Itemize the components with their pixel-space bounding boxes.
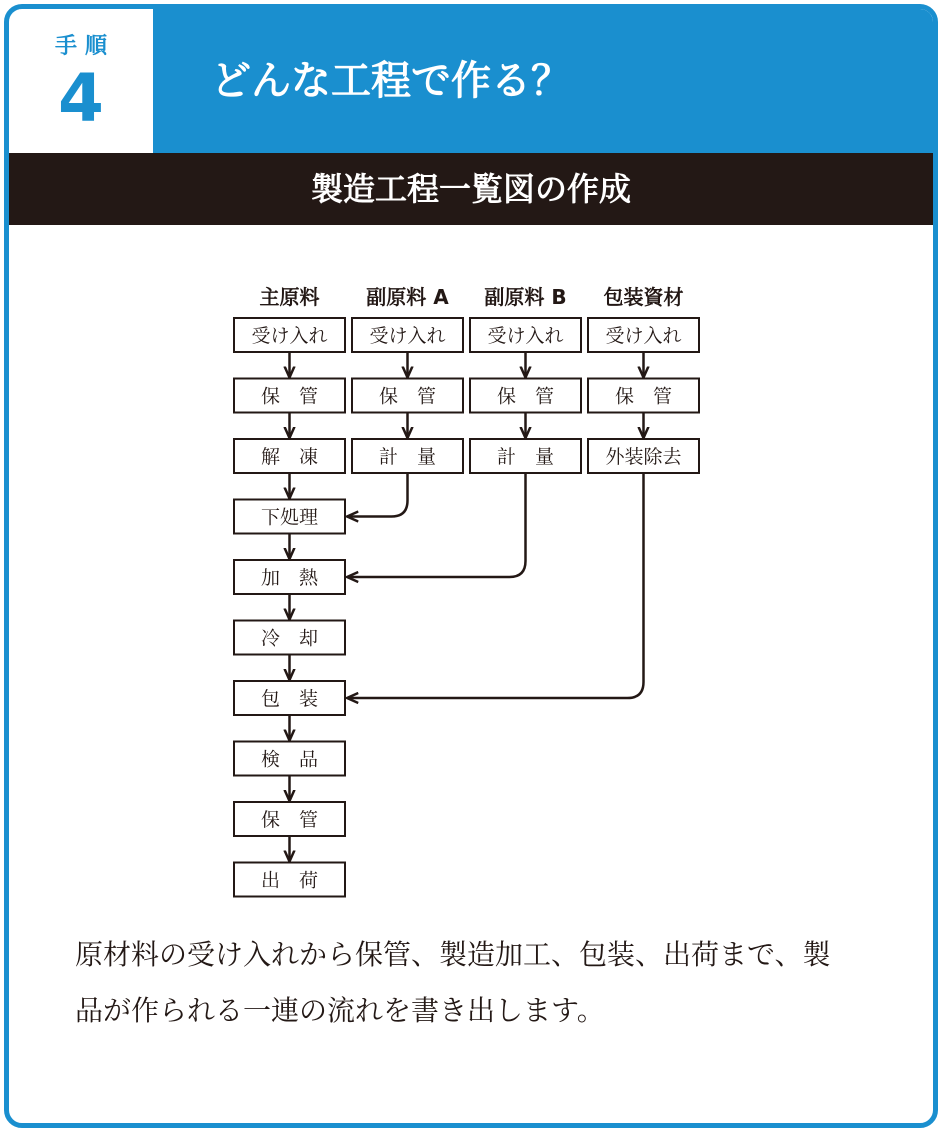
description-line-2: 品が作られる一連の流れを書き出します。 — [75, 994, 605, 1027]
process-label-1-9: 保 管 — [260, 809, 319, 831]
process-label-3-1: 受け入れ — [487, 325, 564, 347]
process-label-1-4: 下処理 — [260, 506, 319, 529]
description-line-1: 原材料の受け入れから保管、製造加工、包装、出荷まで、製 — [75, 938, 831, 971]
process-label-1-5: 加 熱 — [260, 567, 319, 589]
process-label-2-2: 保 管 — [378, 385, 437, 408]
process-label-1-3: 解 凍 — [260, 446, 319, 468]
process-label-2-1: 受け入れ — [369, 325, 446, 347]
process-label-1-6: 冷 却 — [260, 627, 319, 650]
process-label-1-8: 検 品 — [260, 748, 319, 771]
description — [75, 927, 875, 1039]
merge-arrow-3 — [347, 473, 526, 577]
step-card — [4, 4, 938, 1128]
column-header-3: 副原料 B — [484, 285, 567, 309]
process-label-4-2: 保 管 — [614, 385, 673, 408]
process-label-1-1: 受け入れ — [251, 325, 328, 347]
process-label-1-2: 保 管 — [260, 385, 319, 408]
column-header-4: 包装資材 — [603, 285, 684, 309]
merge-arrow-4 — [347, 473, 644, 698]
column-header-2: 副原料 A — [366, 285, 449, 309]
merge-arrow-2 — [347, 473, 408, 517]
process-flow-diagram — [9, 9, 933, 909]
process-label-3-3: 計 量 — [496, 446, 555, 468]
page-title: どんな工程で作る？ — [211, 58, 571, 104]
section-title: 製造工程一覧図の作成 — [9, 153, 933, 225]
step-number: 4 — [58, 59, 104, 137]
step-label: 手順 — [54, 33, 115, 59]
column-header-1: 主原料 — [259, 285, 320, 309]
process-label-4-3: 外装除去 — [605, 446, 682, 468]
process-label-4-1: 受け入れ — [605, 325, 682, 347]
process-label-1-10: 出 荷 — [260, 869, 319, 892]
process-label-3-2: 保 管 — [496, 385, 555, 408]
process-label-2-3: 計 量 — [378, 446, 437, 468]
process-label-1-7: 包 装 — [260, 688, 319, 710]
